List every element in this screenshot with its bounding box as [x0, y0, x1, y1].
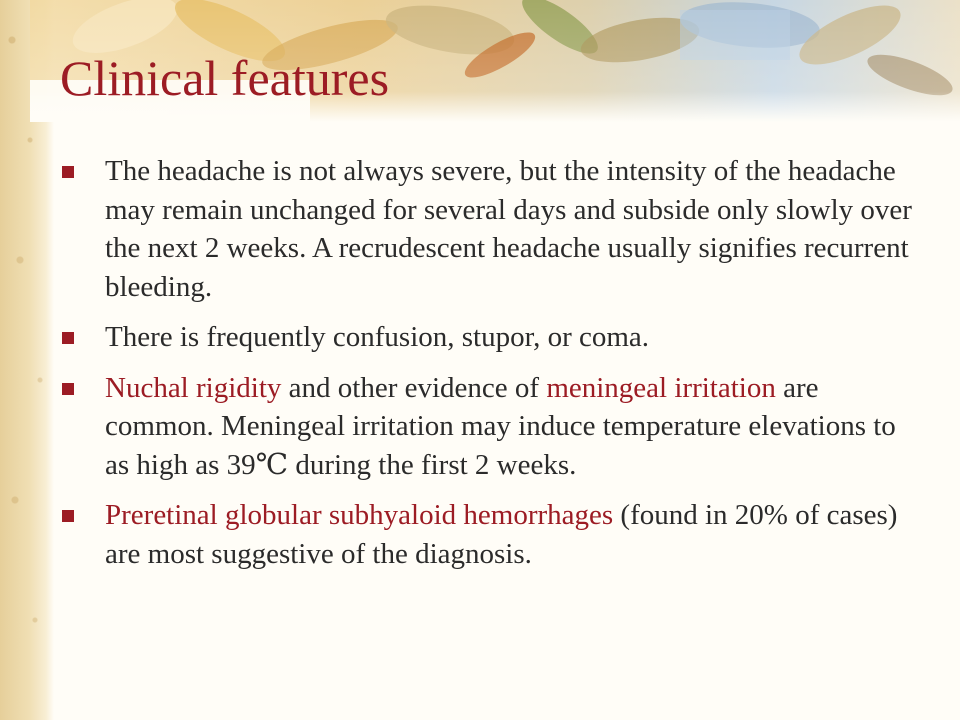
- bullet-text: The headache is not always severe, but the intensity of the headache may remain unchanged for several days and subside only slowly over the next 2 weeks. A recrudescent headache usually signifies recurrent bleeding.: [105, 155, 912, 303]
- bullet-item: [62, 318, 922, 357]
- bullet-text: are common. Meningeal irritation may induce temperature elevations to as high as 39℃ during the first 2 weeks.: [105, 371, 896, 481]
- bullet-text: and other evidence of: [281, 371, 547, 404]
- bullet-square-icon: [62, 510, 74, 522]
- highlighted-term: Nuchal rigidity: [105, 371, 282, 404]
- bullet-item: [62, 369, 922, 485]
- bullet-square-icon: [62, 332, 74, 344]
- bullet-square-icon: [62, 383, 74, 395]
- bullet-item: [62, 496, 922, 573]
- bullet-list: [62, 152, 922, 585]
- bullet-text: There is frequently confusion, stupor, or coma.: [105, 321, 650, 353]
- highlighted-term: meningeal irritation: [546, 371, 776, 404]
- bullet-text: (found in 20% of cases) are most suggestive of the diagnosis.: [105, 499, 898, 570]
- bullet-item: [62, 152, 922, 306]
- bullet-square-icon: [62, 166, 74, 178]
- highlighted-term: Preretinal globular subhyaloid hemorrhages: [105, 499, 614, 531]
- slide-title: Clinical features: [60, 50, 390, 106]
